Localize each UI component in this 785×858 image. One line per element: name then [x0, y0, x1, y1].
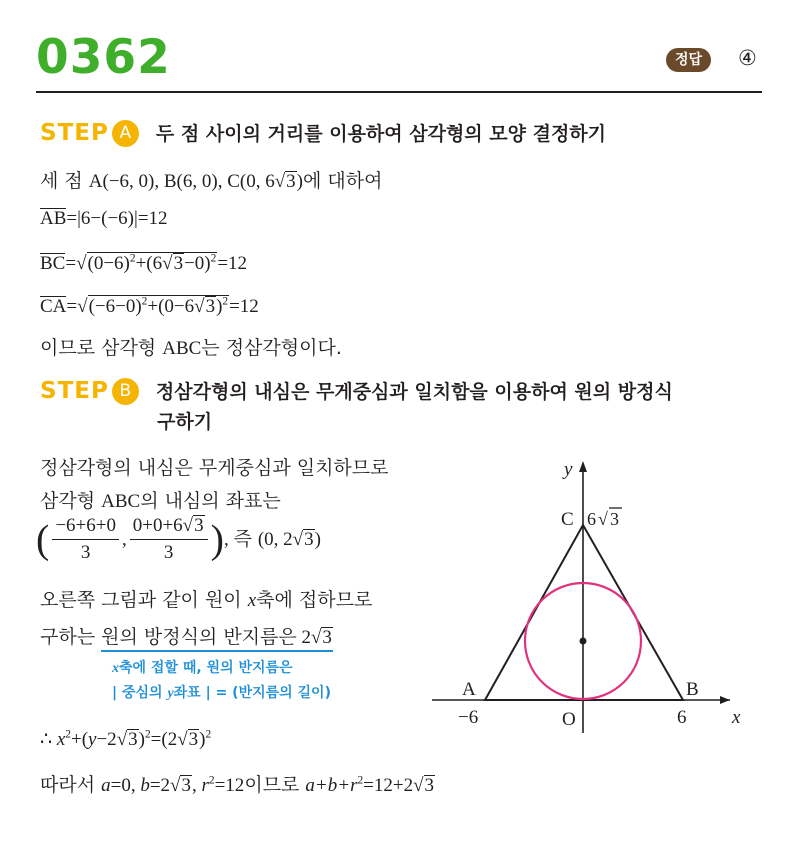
sqrt-sign	[311, 627, 321, 648]
step-b-label: STEP	[40, 378, 109, 404]
sqrt-sign	[183, 515, 193, 536]
term: =0,	[110, 775, 141, 796]
sqrt-sign	[76, 253, 86, 274]
paren: )	[210, 516, 224, 562]
radicand: 3	[205, 296, 216, 317]
label-6: 6	[677, 707, 687, 728]
circle-equation: ∴ $x^2+(y-2√$ 3)$^2$=(2√ 3)$^2$	[40, 728, 211, 751]
denominator: 3	[163, 542, 174, 563]
label-a: A	[462, 679, 476, 700]
text: 이므로 삼각형	[40, 337, 163, 359]
ca-distance: CA=√ $(-6-0)^2+(0-6√$ 3)$^2$=12	[40, 295, 259, 318]
text: 따라서	[40, 774, 102, 796]
denominator: 3	[80, 542, 91, 563]
term: =12+2	[363, 775, 414, 796]
var-r: r	[201, 775, 209, 796]
term: 2	[296, 627, 311, 648]
bc-value: =12	[217, 253, 248, 274]
text: | 중심의	[112, 685, 168, 701]
radicand: 3	[322, 627, 332, 648]
text: 구하는	[40, 626, 102, 648]
radicand: 3	[194, 515, 204, 536]
label-y: y	[564, 459, 573, 480]
fraction-y	[130, 515, 208, 564]
sqrt-sign	[275, 171, 285, 192]
sqrt-sign	[170, 775, 180, 796]
step-b-line1: 정삼각형의 내심은 무게중심과 일치하므로	[40, 457, 389, 479]
points-text: A(−6, 0), B(6, 0), C(0, 6	[88, 171, 275, 192]
tip-note-line2	[112, 682, 331, 702]
problem-number: 0362	[36, 30, 171, 85]
step-a-line1	[40, 166, 382, 193]
label-neg6: −6	[458, 707, 479, 728]
triangle-name: ABC	[162, 338, 202, 359]
segment-ca: CA	[40, 296, 67, 317]
label-c-sqrt-sign: √	[598, 509, 608, 529]
text: 삼각형	[40, 490, 102, 512]
var-y: y	[167, 686, 174, 701]
step-b-line5	[40, 622, 333, 649]
ab-value: =|6−(−6)|=12	[66, 208, 168, 229]
radicand: 3	[188, 729, 199, 750]
sqrt-sign	[177, 729, 187, 750]
step-a-heading	[40, 119, 606, 147]
text: 원의 방정식의 반지름은	[101, 626, 297, 648]
label-c-value-coef: 6	[587, 509, 596, 529]
triangle-incircle-diagram	[430, 455, 760, 745]
sqrt-sign	[77, 296, 87, 317]
term: ,	[191, 775, 202, 796]
radicand: 3	[286, 171, 296, 192]
step-a-label: STEP	[40, 120, 109, 146]
ca-value: =12	[229, 296, 259, 317]
text: 세 점	[40, 170, 89, 192]
ab-distance	[40, 208, 168, 230]
bc-radicand: $(0-6)^2+(6√$ 3−0)$^2$	[87, 252, 218, 274]
x-axis-arrow	[720, 696, 730, 704]
term: =2	[149, 775, 171, 796]
step-b-badge: B	[112, 378, 139, 405]
term: =(2	[150, 729, 178, 750]
label-c-value-radicand: 3	[610, 509, 619, 529]
text: 의 내심의 좌표는	[140, 490, 281, 512]
text: 즉	[233, 528, 258, 550]
term: −0)	[184, 253, 211, 274]
term: =12	[214, 775, 245, 796]
point: (0, 2	[257, 529, 293, 550]
term: (0−6)	[87, 253, 130, 274]
term: +(6	[135, 253, 163, 274]
label-x: x	[732, 707, 741, 728]
radicand: 3	[181, 775, 191, 796]
var-x: x	[112, 661, 119, 676]
label-c: C	[561, 509, 574, 530]
var-x: x	[247, 590, 257, 611]
var-a: a	[101, 775, 111, 796]
term: −2	[96, 729, 117, 750]
radicand: 3	[128, 729, 138, 750]
text: 는 정삼각형이다.	[201, 337, 342, 359]
label-origin: O	[562, 709, 576, 730]
y-axis-arrow	[579, 461, 587, 472]
step-a-badge: A	[112, 120, 139, 147]
text: 에 대하여	[302, 170, 383, 192]
radicand: 3	[424, 775, 435, 796]
paren: )	[296, 171, 303, 192]
term: +(0−6	[147, 296, 195, 317]
ca-radicand: $(-6-0)^2+(0-6√$ 3)$^2$	[88, 295, 230, 317]
sqrt-sign	[293, 529, 303, 550]
paren: )	[314, 529, 321, 550]
segment-ab: AB	[40, 208, 67, 229]
comma: ,	[121, 529, 127, 550]
text: 축에 접할 때, 원의 반지름은	[119, 660, 293, 676]
text: 이므로	[244, 774, 306, 796]
sum-expression: a+b+r	[305, 775, 358, 796]
final-answer: 따라서 a=0, b=2√ 3, $r^2=12$이므로 $a+b+r^2=12+2√$ 3	[40, 770, 435, 797]
segment-bc: BC	[40, 253, 66, 274]
incenter-point	[580, 638, 587, 645]
answer-badge: 정답	[666, 48, 711, 72]
step-b-title: 정삼각형의 내심은 무게중심과 일치함을 이용하여 원의 방정식	[155, 381, 673, 403]
radicand: 3	[304, 529, 314, 550]
numerator	[130, 515, 208, 540]
term: )	[216, 296, 223, 317]
radius-phrase	[101, 626, 333, 652]
numerator: −6+6+0	[52, 515, 119, 540]
term: (−6−0)	[88, 296, 142, 317]
radicand: 3	[173, 253, 184, 274]
text: 오른쪽 그림과 같이 원이	[40, 589, 248, 611]
term: 0+0+6	[132, 515, 183, 536]
step-b-line2	[40, 486, 281, 513]
text: 좌표 | = (반지름의 길이)	[173, 685, 331, 701]
var-y: y	[88, 729, 97, 750]
sqrt-sign	[162, 253, 172, 274]
therefore-symbol: ∴	[40, 729, 53, 750]
text: 축에 접하므로	[256, 589, 373, 611]
incenter-coordinates	[36, 515, 321, 564]
term: +(	[70, 729, 89, 750]
term: )	[199, 729, 206, 750]
label-b: B	[686, 679, 699, 700]
header-divider	[36, 91, 762, 93]
fraction-x	[52, 515, 119, 564]
step-b-heading	[40, 377, 673, 405]
sqrt-sign	[117, 729, 127, 750]
step-a-title: 두 점 사이의 거리를 이용하여 삼각형의 모양 결정하기	[155, 123, 607, 145]
var-x: x	[56, 729, 66, 750]
comma: ,	[223, 529, 234, 550]
term: )	[138, 729, 145, 750]
step-a-conclusion	[40, 333, 342, 360]
bc-distance: BC=√ $(0-6)^2+(6√$ 3−0)$^2$=12	[40, 252, 247, 275]
sqrt-sign	[413, 775, 423, 796]
triangle-abc	[485, 525, 683, 700]
answer-value: ④	[738, 46, 757, 70]
var-b: b	[140, 775, 150, 796]
paren: (	[36, 516, 50, 562]
triangle-name: ABC	[101, 491, 141, 512]
step-b-line4	[40, 585, 372, 612]
sqrt-sign	[194, 296, 204, 317]
tip-note-line1	[112, 657, 293, 677]
step-b-title-cont: 구하기	[157, 411, 213, 433]
